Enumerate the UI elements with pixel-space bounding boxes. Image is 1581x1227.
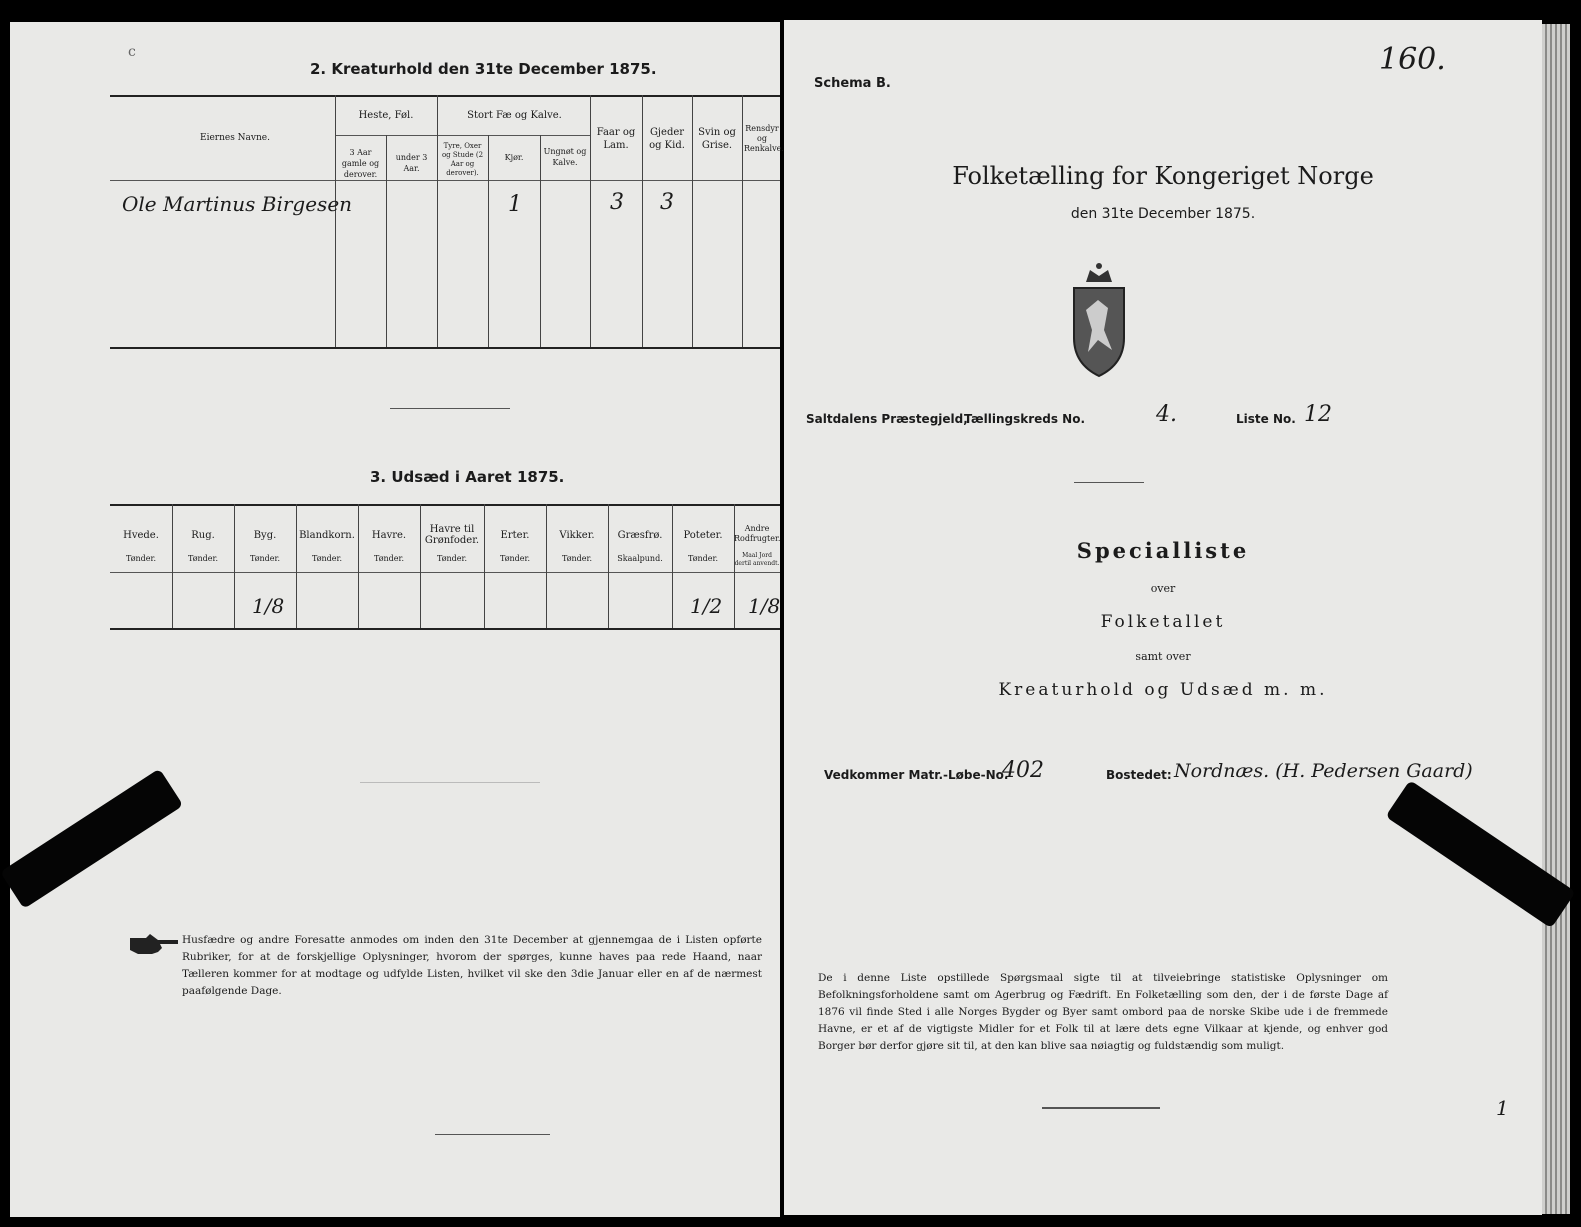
crop-7: Vikker. xyxy=(559,530,595,541)
unit-5: Tønder. xyxy=(436,554,468,563)
crop-6: Erter. xyxy=(500,530,530,541)
cows-value: 1 xyxy=(508,192,522,217)
pigs-header: Svin og Grise. xyxy=(698,127,736,151)
list-number: 12 xyxy=(1304,402,1332,427)
cows-header: Kjør. xyxy=(504,153,524,162)
samt-over-text: samt over xyxy=(1135,650,1191,663)
unit-9: Tønder. xyxy=(687,554,719,563)
bosted-label: Bostedet: xyxy=(1106,768,1172,782)
goats-value: 3 xyxy=(660,190,674,215)
unit-2: Tønder. xyxy=(249,554,281,563)
specialliste-title: Specialliste xyxy=(1076,538,1250,563)
unit-8: Skaalpund. xyxy=(617,554,663,563)
coat-of-arms-icon xyxy=(1068,260,1130,384)
bulls-header: Tyre, Oxer og Stude (2 Aar og derover). xyxy=(441,142,484,177)
crop-9: Poteter. xyxy=(683,530,723,541)
book-page-edges xyxy=(1542,24,1570,1214)
list-label: Liste No. xyxy=(1236,412,1296,426)
unit-4: Tønder. xyxy=(373,554,405,563)
goats-header: Gjeder og Kid. xyxy=(649,127,685,151)
cattle-group-header: Stort Fæ og Kalve. xyxy=(467,110,562,121)
page-number: 160. xyxy=(1379,42,1446,77)
corner-mark: c xyxy=(128,44,136,60)
section2-title: 2. Kreaturhold den 31te December 1875. xyxy=(310,60,657,78)
matr-label: Vedkommer Matr.-Løbe-No. xyxy=(824,768,1009,782)
date-line: den 31te December 1875. xyxy=(1070,206,1256,222)
notice-text: Husfædre og andre Foresatte anmodes om inden den 31te December at gjennemgaa de i Listen opførte Rubriker, for at de forskjellige Oplysninger, hvorom der spørges, kunne haves paa rede Haand, naar Tælleren kommer for at modtage og udfylde Listen, hvilket vil ske den 3die Januar eller en af de nærmest paafølgende Dage. xyxy=(182,934,762,997)
main-title: Folketælling for Kongeriget Norge xyxy=(952,162,1374,190)
crop-8: Græsfrø. xyxy=(617,530,663,541)
kreaturhold-title: Kreaturhold og Udsæd m. m. xyxy=(998,680,1328,700)
unit-7: Tønder. xyxy=(561,554,593,563)
footer-text: De i denne Liste opstillede Spørgsmaal sigte til at tilveiebringe statistiske Oplysninger om Befolkningsforholdene samt om Agerbrug og Fædrift. En Folketælling som den, der i de første Dage af 1876 vil finde Sted i alle Norges Bygder og Byer samt ombord paa de norske Skibe ude i de fremmede Havne, er et af de vigtigste Midler for et Folk til at lære dets egne Vilkaar at kjende, og enhver god Borger bør derfor gjøre sit til, at den kan blive saa nøiagtig og fuldstændig som muligt. xyxy=(818,972,1388,1052)
value-barley: 1/8 xyxy=(252,594,285,618)
unit-6: Tønder. xyxy=(499,554,531,563)
young-cattle-header: Ungnøt og Kalve. xyxy=(543,147,587,167)
crop-1: Rug. xyxy=(191,530,215,541)
folketallet-title: Folketallet xyxy=(1100,612,1226,632)
parish-label: Saltdalens Præstegjeld, xyxy=(806,412,968,426)
value-potatoes: 1/2 xyxy=(690,594,723,618)
over-text: over xyxy=(1150,582,1176,595)
sheep-header: Faar og Lam. xyxy=(596,127,636,151)
value-root-crops: 1/8 xyxy=(748,594,781,618)
section3-title: 3. Udsæd i Aaret 1875. xyxy=(370,468,565,486)
unit-3: Tønder. xyxy=(311,554,343,563)
bosted-value: Nordnæs. (H. Pedersen Gaard) xyxy=(1174,760,1473,782)
schema-label: Schema B. xyxy=(814,76,891,91)
crop-0: Hvede. xyxy=(123,530,159,541)
unit-10: Maal Jord dertil anvendt. xyxy=(734,552,780,567)
horses-group-header: Heste, Føl. xyxy=(358,110,414,121)
crop-2: Byg. xyxy=(253,530,277,541)
crop-5: Havre til Grønfoder. xyxy=(424,524,480,546)
sheep-value: 3 xyxy=(610,190,624,215)
unit-1: Tønder. xyxy=(187,554,219,563)
crop-3: Blandkorn. xyxy=(299,530,355,541)
owner-name: Ole Martinus Birgesen xyxy=(122,192,353,216)
district-label: Tællingskreds No. xyxy=(964,412,1086,426)
matr-number: 402 xyxy=(1002,758,1044,783)
col-owner-header: Eiernes Navne. xyxy=(200,133,270,143)
district-number: 4. xyxy=(1156,402,1177,427)
horse-young-header: under 3 Aar. xyxy=(395,153,428,173)
pointing-hand-icon xyxy=(128,932,180,962)
reindeer-header: Rensdyr og Renkalve. xyxy=(744,124,784,153)
left-page xyxy=(10,22,784,1217)
right-page xyxy=(784,20,1542,1215)
crop-10: Andre Rodfrugter. xyxy=(734,524,781,543)
crop-4: Havre. xyxy=(371,530,407,541)
horse-old-header: 3 Aar gamle og derover. xyxy=(341,148,380,179)
margin-mark: 1 xyxy=(1496,1096,1509,1120)
unit-0: Tønder. xyxy=(125,554,157,563)
